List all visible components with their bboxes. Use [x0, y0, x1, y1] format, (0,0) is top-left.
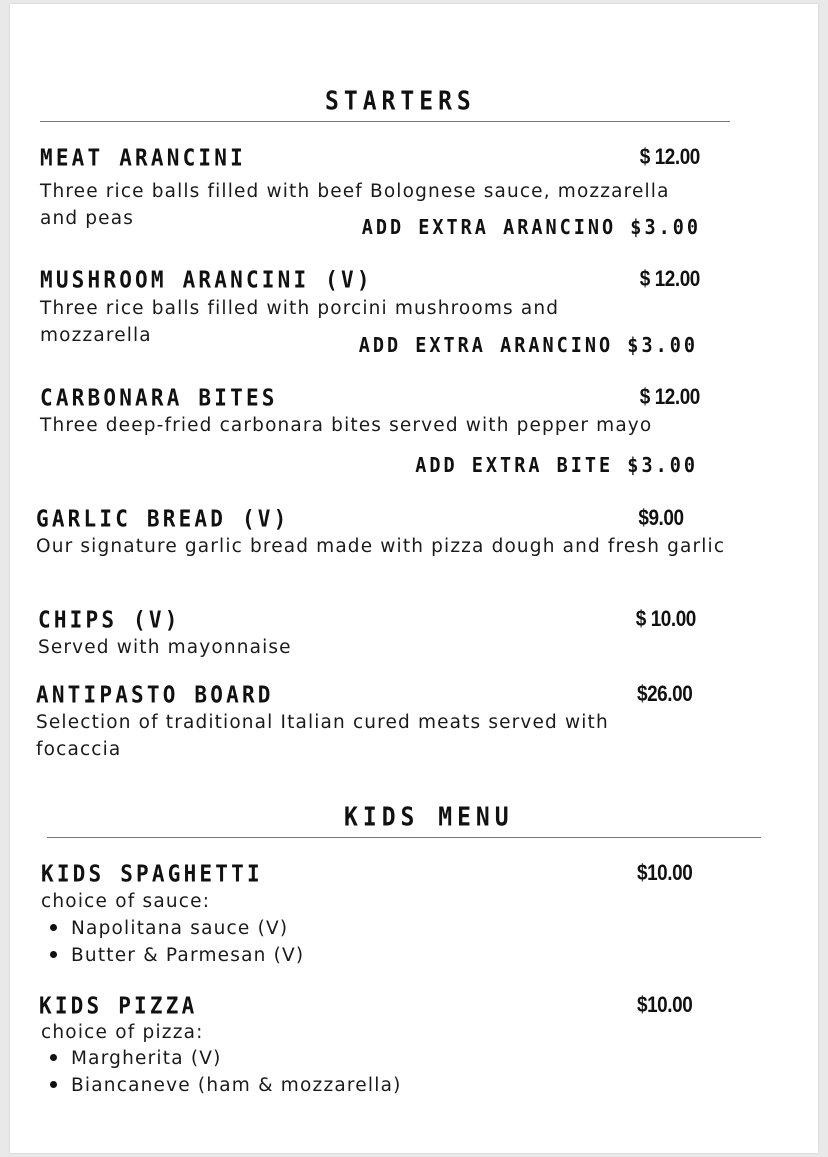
- item-name: KIDS SPAGHETTI: [41, 860, 263, 887]
- item-description: Served with mayonnaise: [38, 637, 292, 658]
- item-price: $9.00: [638, 505, 684, 530]
- item-name: MEAT ARANCINI: [40, 144, 246, 171]
- item-price: $ 12.00: [639, 266, 700, 291]
- item-description: Our signature garlic bread made with pizza dough and fresh garlic: [36, 536, 726, 557]
- list-item: Butter & Parmesan (V): [50, 942, 304, 969]
- item-name: CHIPS (V): [38, 606, 181, 633]
- starters-divider: [40, 121, 730, 122]
- item-price: $ 10.00: [635, 606, 696, 631]
- item-extra: ADD EXTRA ARANCINO $3.00: [358, 334, 698, 358]
- item-description: Three deep-fried carbonara bites served with pepper mayo: [40, 415, 653, 436]
- section-title-kids-menu: KIDS MENU: [344, 803, 514, 833]
- item-name: ANTIPASTO BOARD: [36, 681, 274, 708]
- list-item: Biancaneve (ham & mozzarella): [50, 1072, 402, 1099]
- item-price: $ 12.00: [639, 384, 700, 409]
- bullet-icon: [50, 924, 57, 931]
- item-description: Three rice balls filled with beef Bolognese sauce, mozzarella and peas: [40, 181, 670, 229]
- item-name: KIDS PIZZA: [39, 992, 198, 1019]
- bullet-icon: [50, 951, 57, 958]
- item-price: $10.00: [636, 992, 692, 1017]
- item-description: choice of sauce:: [41, 891, 211, 912]
- list-item: Napolitana sauce (V): [50, 915, 288, 942]
- item-price: $10.00: [636, 860, 692, 885]
- item-description: Selection of traditional Italian cured meats served with focaccia: [36, 712, 609, 760]
- section-title-starters: STARTERS: [325, 87, 476, 117]
- list-item: Margherita (V): [50, 1045, 222, 1072]
- item-description: Three rice balls filled with porcini mushrooms and mozzarella: [40, 298, 560, 346]
- item-price: $ 12.00: [639, 144, 700, 169]
- kids-divider: [47, 837, 761, 838]
- item-extra: ADD EXTRA BITE $3.00: [415, 454, 698, 478]
- item-description: choice of pizza:: [41, 1022, 204, 1043]
- item-price: $26.00: [636, 681, 692, 706]
- item-extra: ADD EXTRA ARANCINO $3.00: [361, 216, 701, 240]
- item-name: GARLIC BREAD (V): [36, 505, 290, 532]
- bullet-icon: [50, 1054, 57, 1061]
- menu-page: [10, 4, 818, 1153]
- bullet-icon: [50, 1081, 57, 1088]
- item-name: MUSHROOM ARANCINI (V): [40, 266, 373, 293]
- item-name: CARBONARA BITES: [40, 384, 278, 411]
